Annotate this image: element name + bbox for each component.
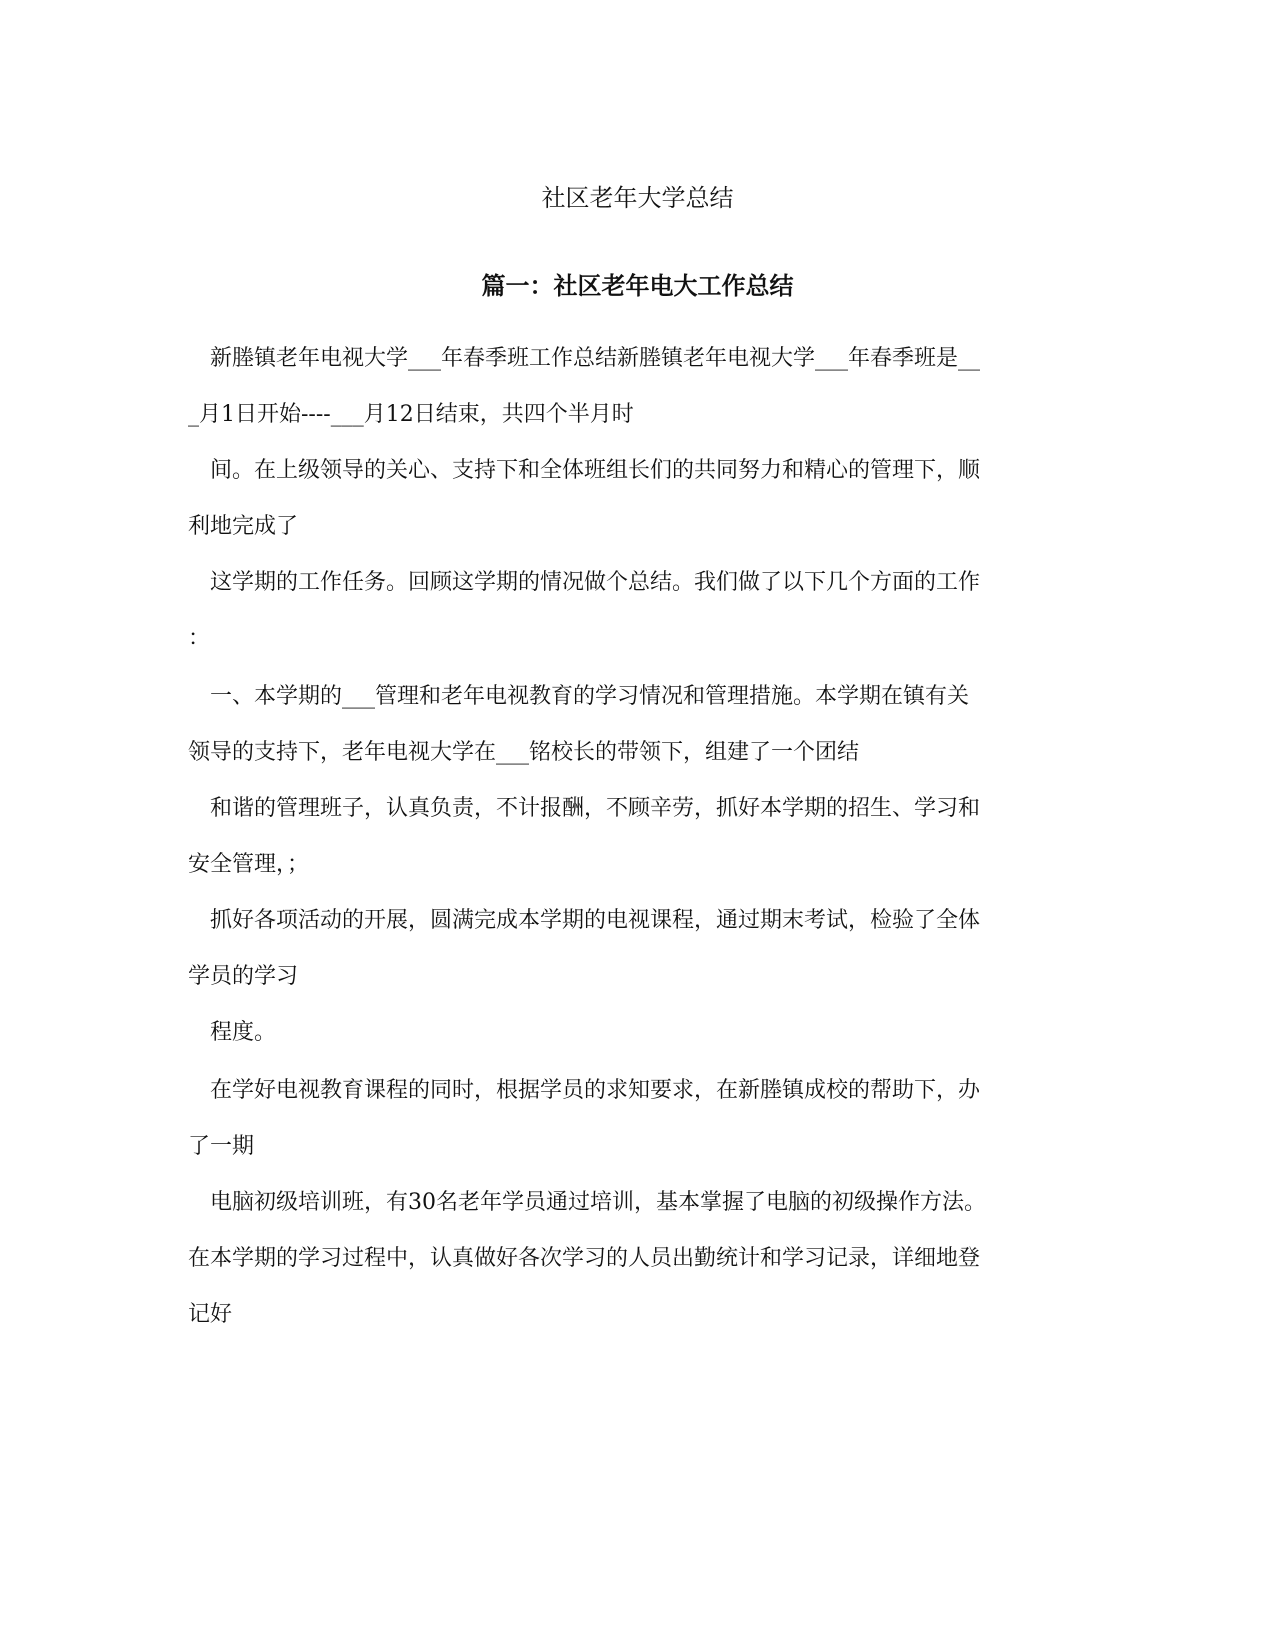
body-line: 电脑初级培训班，有30名老年学员通过培训，基本掌握了电脑的初级操作方法。 bbox=[210, 1190, 986, 1215]
body-line: 程度。 bbox=[210, 1020, 277, 1045]
body-line: 在学好电视教育课程的同时，根据学员的求知要求，在新塍镇成校的帮助下，办 bbox=[210, 1078, 981, 1103]
body-line: 新塍镇老年电视大学___年春季班工作总结新塍镇老年电视大学___年春季班是__ bbox=[210, 346, 981, 371]
body-line: 这学期的工作任务。回顾这学期的情况做个总结。我们做了以下几个方面的工作 bbox=[210, 570, 981, 595]
body-line: 学员的学习 bbox=[188, 964, 299, 989]
body-line: 抓好各项活动的开展，圆满完成本学期的电视课程，通过期末考试，检验了全体 bbox=[210, 908, 981, 933]
body-line: _月1日开始----___月12日结束，共四个半月时 bbox=[188, 402, 634, 427]
body-line: 一、本学期的___管理和老年电视教育的学习情况和管理措施。本学期在镇有关 bbox=[210, 684, 970, 709]
body-line: 和谐的管理班子，认真负责，不计报酬，不顾辛劳，抓好本学期的招生、学习和 bbox=[210, 796, 981, 821]
body-line: 在本学期的学习过程中，认真做好各次学习的人员出勤统计和学习记录，详细地登 bbox=[188, 1246, 981, 1271]
body-line: 安全管理，； bbox=[188, 852, 310, 877]
body-line: ： bbox=[188, 626, 211, 651]
body-line: 了一期 bbox=[188, 1134, 255, 1159]
document-subtitle: 篇一：社区老年电大工作总结 bbox=[481, 271, 794, 300]
body-line: 间。在上级领导的关心、支持下和全体班组长们的共同努力和精心的管理下，顺 bbox=[210, 458, 981, 483]
document-title: 社区老年大学总结 bbox=[541, 184, 734, 212]
body-line: 记好 bbox=[188, 1302, 233, 1327]
body-line: 利地完成了 bbox=[188, 514, 299, 539]
body-line: 领导的支持下，老年电视大学在___铭校长的带领下，组建了一个团结 bbox=[188, 740, 860, 765]
